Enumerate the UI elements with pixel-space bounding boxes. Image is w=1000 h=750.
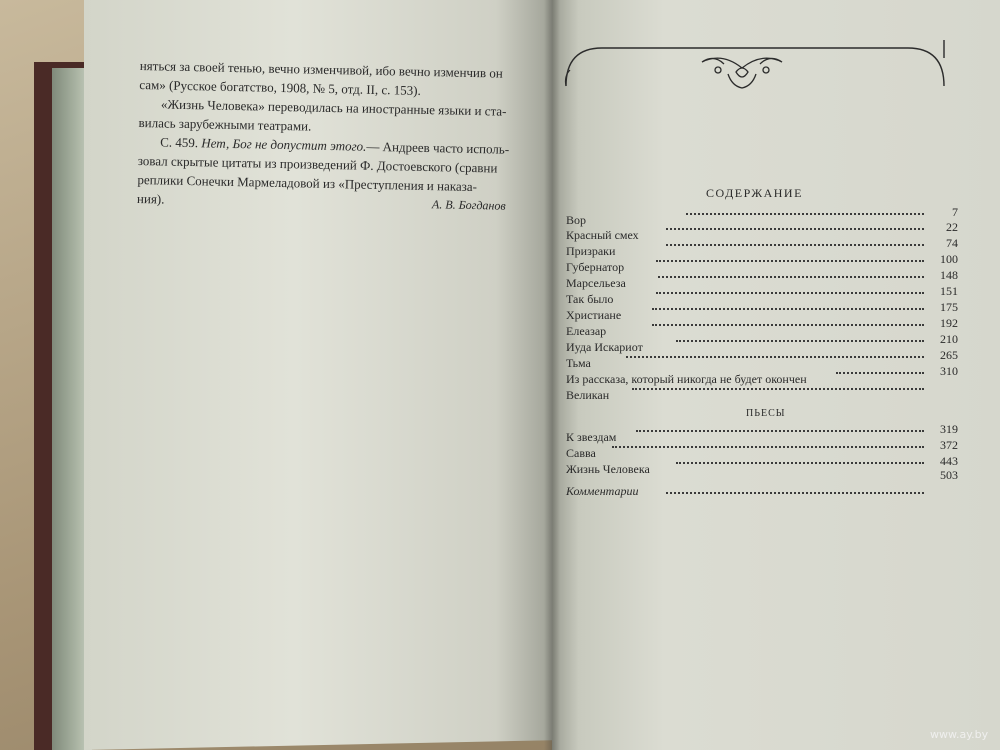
commentary-text [137,56,530,216]
text-line: няться за своей тенью, вечно изменчивой, ибо вечно изменчив он [139,57,503,81]
text-line: зовал скрытые цитаты из произведений Ф. Достоевского (сравни [137,152,498,176]
toc-entry-title: Красный смех [566,228,639,242]
toc-entry [566,438,958,460]
toc-entry-page: 100 [940,252,958,266]
toc-entry [566,316,958,338]
toc-entry [566,422,958,444]
toc-entry [566,252,958,274]
book-gutter [544,0,560,750]
text-line: С. 459. Нет, Бог не допустит этого.— Андреев часто исполь- [160,134,510,157]
toc-entry-page: 192 [940,316,958,330]
toc-entry [566,284,958,306]
text-line: вилась зарубежными театрами. [138,114,312,134]
toc-entry [566,380,958,402]
toc-entry-title: Христиане [566,308,622,322]
text-line: ния). [136,190,165,207]
toc-entry-page: 175 [940,300,958,314]
toc-entry [566,364,958,386]
toc-entry-page: 148 [940,268,958,282]
toc-entry-title: Иуда Искариот [566,340,643,354]
toc-entry-page: 7 [952,205,958,219]
toc-entry [566,220,958,242]
toc-entry-page: 210 [940,332,958,346]
author-signature: А. В. Богданов [431,197,506,213]
toc-entry-title: Марсельеза [566,276,626,290]
toc-entry-page: 151 [940,284,958,298]
toc-entry-title: Елеазар [566,324,607,338]
toc-entry-title: Губернатор [566,260,625,274]
toc-entry-page: 503 [940,468,958,482]
toc-entry-page: 22 [946,220,958,234]
text-line: сам» (Русское богатство, 1908, № 5, отд. II, с. 153). [139,76,421,98]
toc-entry-title: Из рассказа, который никогда не будет окончен [566,372,807,386]
toc-entry-title: Жизнь Человека [566,462,650,476]
toc-entry-title: Комментарии [566,484,639,498]
toc-title: СОДЕРЖАНИЕ [706,186,803,200]
toc-entry-page: 265 [940,348,958,362]
toc-entry [566,300,958,322]
text-line: реплики Сонечки Мармеладовой из «Преступления и наказа- [137,171,478,195]
toc-entry-page: 310 [940,364,958,378]
plays-section-title: ПЬЕСЫ [746,408,786,419]
toc-entry-title: К звездам [566,430,617,444]
toc-entry [566,236,958,258]
toc-entry-title: Вор [566,213,587,227]
toc-entry [566,332,958,354]
ornament-header [562,36,948,96]
toc-entry-title: Великан [566,388,610,402]
toc-entry-page: 372 [940,438,958,452]
text-line: «Жизнь Человека» переводилась на иностранные языки и ста- [160,96,507,119]
toc-entry-title: Тьма [566,356,591,370]
toc-entry-title: Призраки [566,244,616,258]
toc-entry-page: 443 [940,454,958,468]
toc-entry-page: 319 [940,422,958,436]
toc-entry-title: Так было [566,292,614,306]
toc-entry [566,348,958,370]
toc-entry [566,468,958,498]
toc-entry [566,268,958,290]
toc-entry-title: Савва [566,446,596,460]
watermark-text: www.ay.by [930,728,989,741]
toc-entry-page: 74 [946,236,958,250]
